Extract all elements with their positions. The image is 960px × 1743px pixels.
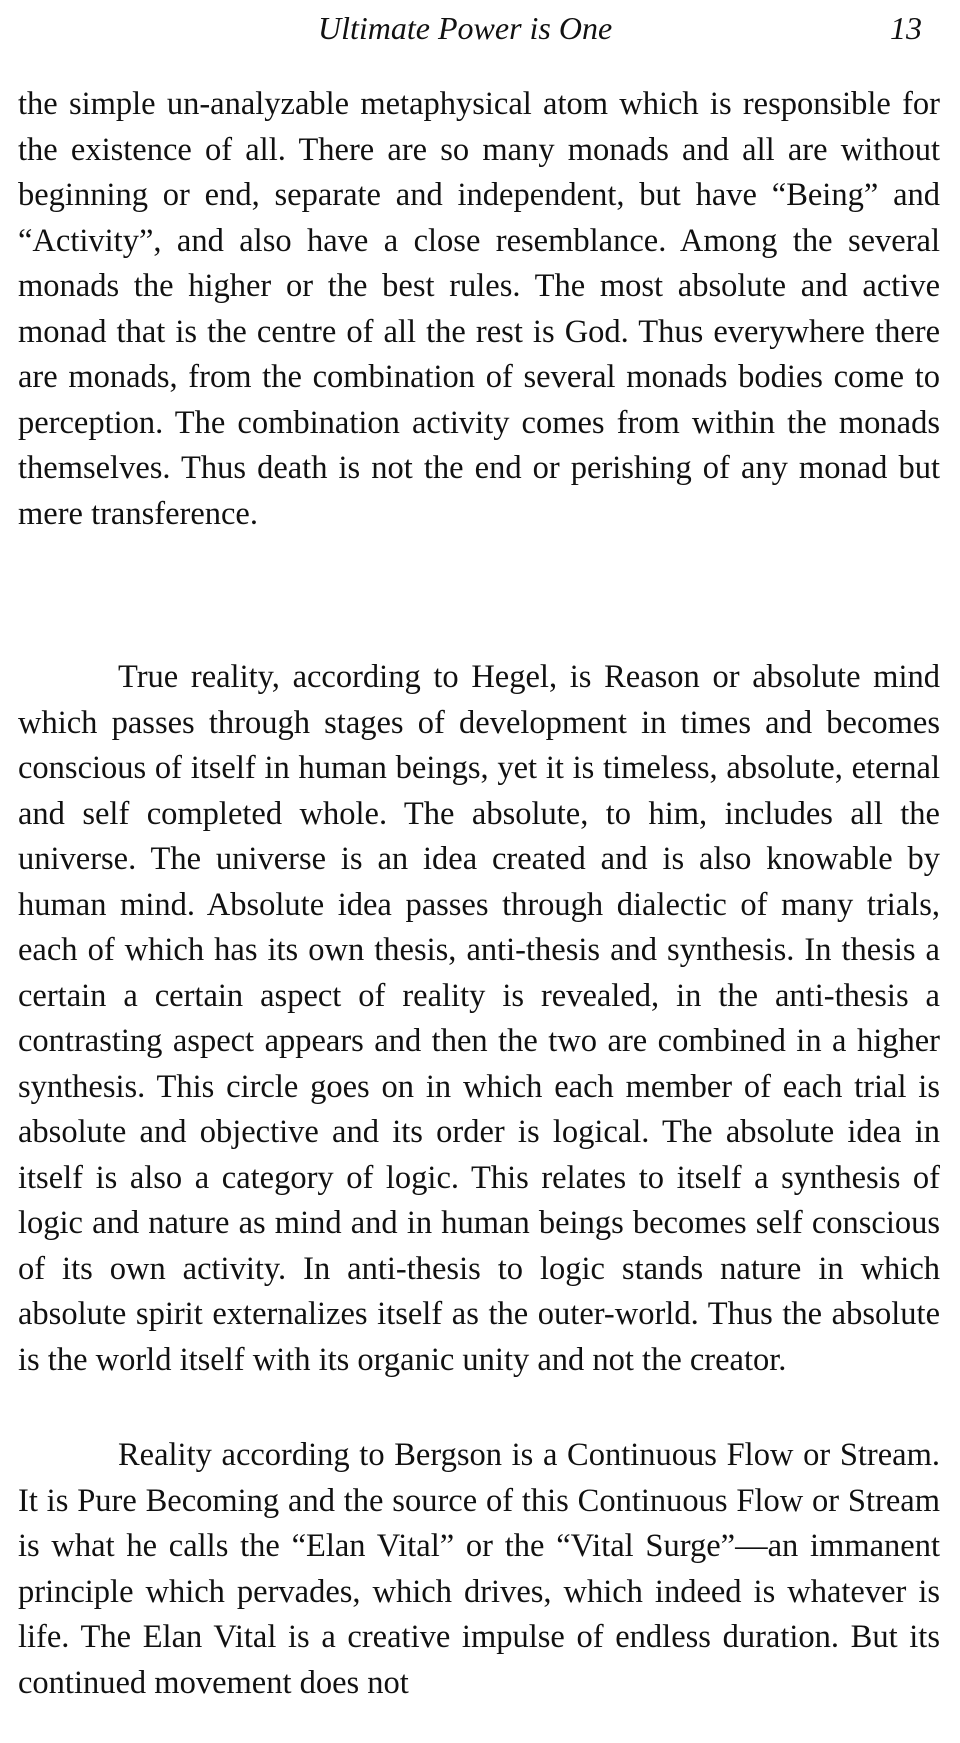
page-number: 13 <box>890 10 922 46</box>
running-header <box>18 8 940 48</box>
paragraph-hegel: True reality, according to Hegel, is Reason or absolute mind which passes through stages of development in times and becomes conscious of itself in human beings, yet it is timeless, absolute, eternal and self completed whole. The absolute, to him, includes all the universe. The universe is an idea created and is also knowable by human mind. Absolute idea passes through dialectic of many trials, each of which has its own thesis, anti-thesis and synthesis. In thesis a certain a certain aspect of reality is revealed, in the anti-thesis a contrasting aspect appears and then the two are combined in a higher synthesis. This circle goes on in which each member of each trial is absolute and objective and its order is logical. The absolute idea in itself is also a category of logic. This relates to itself a synthesis of logic and nature as mind and in human beings becomes self conscious of its own activity. In anti-thesis to logic stands nature in which absolute spirit externalizes itself as the outer-world. Thus the absolute is the world itself with its organic unity and not the creator. <box>18 659 940 1378</box>
running-header-title: Ultimate Power is One <box>318 10 613 46</box>
paragraph-monads: the simple un-analyzable metaphysical atom which is responsible for the existence of all. There are so many monads and all are without beginning or end, separate and independent, but have “Being” and “Activity”, and also have a close resemblance. Among the several monads the higher or the best rules. The most absolute and active monad that is the centre of all the rest is God. Thus everywhere there are monads, from the combination of several monads bodies come to perception. The combination activity comes from within the monads themselves. Thus death is not the end or perishing of any monad but mere transference. <box>18 86 940 532</box>
paragraph-bergson: Reality according to Bergson is a Continuous Flow or Stream. It is Pure Becoming and the source of this Continuous Flow or Stream is what he calls the “Elan Vital” or the “Vital Surge”—an immanent principle which pervades, which drives, which indeed is whatever is life. The Elan Vital is a creative impulse of endless duration. But its continued movement does not <box>18 1437 940 1701</box>
paragraph-spacer <box>18 537 940 655</box>
paragraph-spacer <box>18 1383 940 1433</box>
body-text <box>18 82 940 1706</box>
